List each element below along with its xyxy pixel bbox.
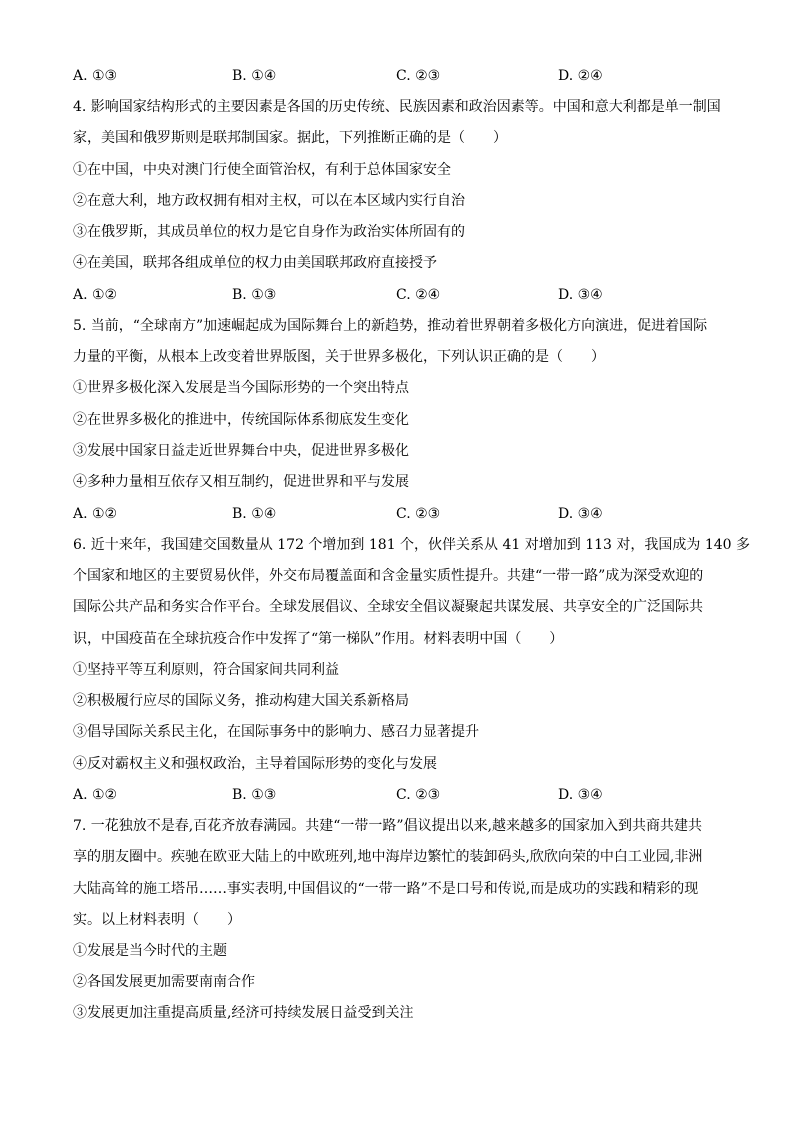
- q6-option-b: B. ①③: [232, 787, 277, 803]
- q3-option-d: D. ②④: [558, 68, 603, 84]
- q7-item: ③发展更加注重提高质量,经济可持续发展日益受到关注: [73, 1005, 414, 1021]
- q5-stem-line: 力量的平衡，从根本上改变着世界版图，关于世界多极化，下列认识正确的是（ ）: [73, 349, 605, 365]
- q4-item: ①在中国，中央对澳门行使全面管治权，有利于总体国家安全: [73, 162, 451, 178]
- q6-item: ④反对霸权主义和强权政治，主导着国际形势的变化与发展: [73, 756, 437, 772]
- q6-option-c: C. ②③: [396, 787, 441, 803]
- q6-option-d: D. ③④: [558, 787, 603, 803]
- q6-item: ③倡导国际关系民主化，在国际事务中的影响力、感召力显著提升: [73, 724, 479, 740]
- q6-stem-line: 国际公共产品和务实合作平台。全球发展倡议、全球安全倡议凝聚起共谋发展、共享安全的广泛国际共: [73, 599, 703, 615]
- q6-item: ②积极履行应尽的国际义务，推动构建大国关系新格局: [73, 693, 409, 709]
- q7-item: ②各国发展更加需要南南合作: [73, 974, 255, 990]
- q5-option-b: B. ①④: [232, 506, 277, 522]
- q4-option-c: C. ②④: [396, 287, 441, 303]
- q7-stem-line: 享的朋友圈中。疾驰在欧亚大陆上的中欧班列,地中海岸边繁忙的装卸码头,欣欣向荣的中白工业园,非洲: [73, 849, 703, 865]
- q4-item: ②在意大利，地方政权拥有相对主权，可以在本区域内实行自治: [73, 193, 465, 209]
- q4-stem-line: 4. 影响国家结构形式的主要因素是各国的历史传统、民族因素和政治因素等。中国和意大利都是单一制国: [73, 99, 721, 115]
- q5-item: ④多种力量相互依存又相互制约，促进世界和平与发展: [73, 474, 409, 490]
- q3-option-a: A. ①③: [73, 68, 118, 84]
- q6-item: ①坚持平等互利原则，符合国家间共同利益: [73, 662, 339, 678]
- q5-stem-line: 5. 当前，“全球南方”加速崛起成为国际舞台上的新趋势，推动着世界朝着多极化方向演进，促进着国际: [73, 318, 708, 334]
- q3-option-c: C. ②③: [396, 68, 441, 84]
- q4-option-d: D. ③④: [558, 287, 603, 303]
- q7-stem-line: 实。以上材料表明（ ）: [73, 912, 241, 928]
- q4-item: ③在俄罗斯，其成员单位的权力是它自身作为政治实体所固有的: [73, 224, 465, 240]
- q5-item: ②在世界多极化的推进中，传统国际体系彻底发生变化: [73, 412, 409, 428]
- q6-option-a: A. ①②: [73, 787, 118, 803]
- q5-option-c: C. ②③: [396, 506, 441, 522]
- q4-option-b: B. ①③: [232, 287, 277, 303]
- q4-item: ④在美国，联邦各组成单位的权力由美国联邦政府直接授予: [73, 255, 437, 271]
- q5-option-a: A. ①②: [73, 506, 118, 522]
- q4-option-a: A. ①②: [73, 287, 118, 303]
- q5-item: ①世界多极化深入发展是当今国际形势的一个突出特点: [73, 380, 409, 396]
- q6-stem-line: 识，中国疫苗在全球抗疫合作中发挥了“第一梯队”作用。材料表明中国（ ）: [73, 631, 564, 647]
- q7-stem-line: 7. 一花独放不是春,百花齐放春满园。共建“一带一路”倡议提出以来,越来越多的国家加入到共商共建共: [73, 818, 703, 834]
- q3-option-b: B. ①④: [232, 68, 277, 84]
- q5-option-d: D. ③④: [558, 506, 603, 522]
- q4-stem-line: 家，美国和俄罗斯则是联邦制国家。据此，下列推断正确的是（ ）: [73, 130, 507, 146]
- q6-stem-line: 个国家和地区的主要贸易伙伴，外交布局覆盖面和含金量实质性提升。共建“一带一路”成为深受欢迎的: [73, 568, 704, 584]
- q7-item: ①发展是当今时代的主题: [73, 943, 227, 959]
- q6-stem-line: 6. 近十来年，我国建交国数量从 172 个增加到 181 个，伙伴关系从 41 对增加到 113 对，我国成为 140 多: [73, 537, 751, 553]
- q7-stem-line: 大陆高耸的施工塔吊……事实表明,中国倡议的“一带一路”不是口号和传说,而是成功的实践和精彩的现: [73, 881, 699, 897]
- q5-item: ③发展中国家日益走近世界舞台中央，促进世界多极化: [73, 443, 409, 459]
